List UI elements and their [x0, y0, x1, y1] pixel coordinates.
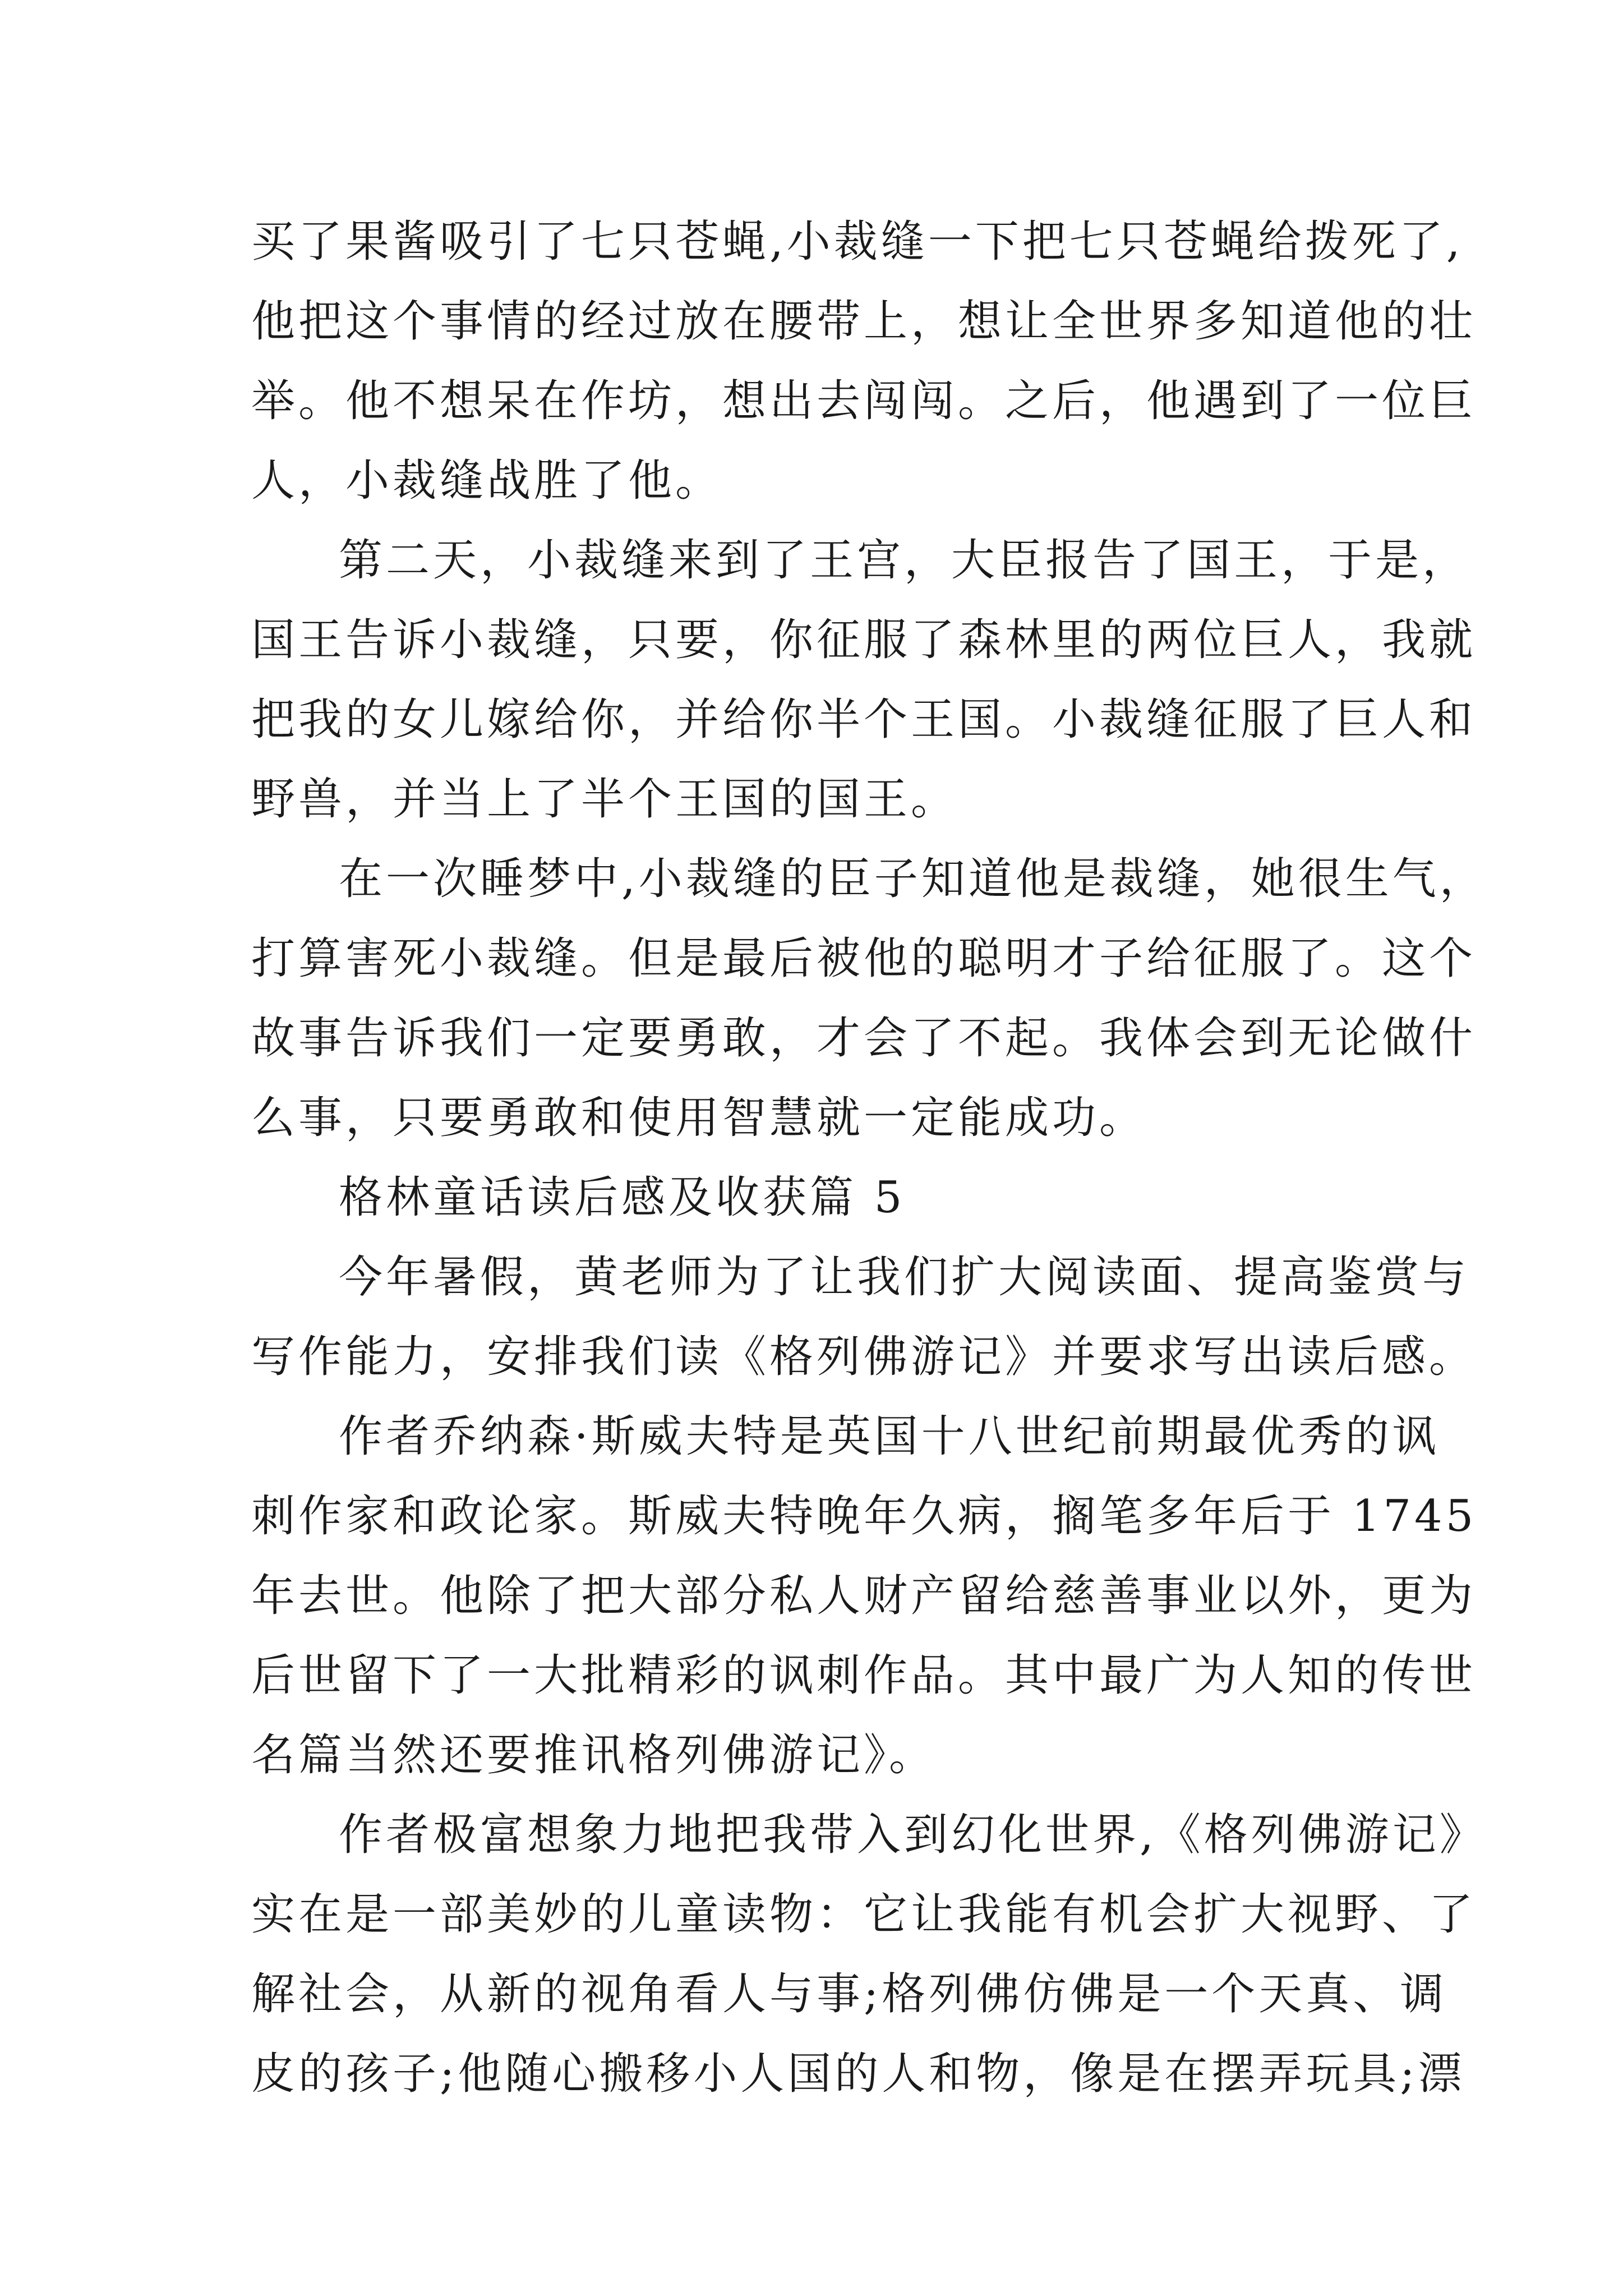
text-line: 他把这个事情的经过放在腰带上，想让全世界多知道他的壮 — [251, 296, 1477, 347]
body-text — [251, 202, 1487, 2114]
text-line: 写作能力，安排我们读《格列佛游记》并要求写出读后感。 — [251, 1332, 1477, 1382]
text-line: 皮的孩子;他随心搬移小人国的人和物，像是在摆弄玩具;漂 — [251, 2049, 1465, 2099]
text-line: 名篇当然还要推讯格列佛游记》。 — [251, 1730, 937, 1780]
text-line: 在一次睡梦中,小裁缝的臣子知道他是裁缝，她很生气， — [339, 854, 1487, 904]
text-line: 今年暑假，黄老师为了让我们扩大阅读面、提高鉴赏与 — [339, 1252, 1470, 1303]
text-line: 国王告诉小裁缝，只要，你征服了森林里的两位巨人，我就 — [251, 615, 1477, 665]
text-line: 把我的女儿嫁给你，并给你半个王国。小裁缝征服了巨人和 — [251, 694, 1477, 745]
text-line: 么事，只要勇敢和使用智慧就一定能成功。 — [251, 1093, 1147, 1143]
text-line: 解社会，从新的视角看人与事;格列佛仿佛是一个天真、调 — [251, 1969, 1447, 2019]
text-line: 举。他不想呆在作坊，想出去闯闯。之后，他遇到了一位巨 — [251, 376, 1477, 426]
text-line: 野兽，并当上了半个王国的国王。 — [251, 774, 958, 825]
text-line: 刺作家和政论家。斯威夫特晚年久病，搁笔多年后于 1745 — [251, 1491, 1477, 1542]
text-line: 实在是一部美妙的儿童读物：它让我能有机会扩大视野、了 — [251, 1889, 1477, 1940]
text-line: 作者极富想象力地把我带入到幻化世界,《格列佛游记》 — [339, 1810, 1487, 1860]
text-line: 故事告诉我们一定要勇敢，才会了不起。我体会到无论做什 — [251, 1013, 1477, 1064]
text-line: 打算害死小裁缝。但是最后被他的聪明才子给征服了。这个 — [251, 933, 1477, 984]
text-line: 格林童话读后感及收获篇 5 — [339, 1172, 906, 1223]
text-line: 后世留下了一大批精彩的讽刺作品。其中最广为人知的传世 — [251, 1650, 1477, 1701]
text-line: 年去世。他除了把大部分私人财产留给慈善事业以外，更为 — [251, 1571, 1477, 1621]
text-line: 买了果酱吸引了七只苍蝇,小裁缝一下把七只苍蝇给拨死了, — [251, 217, 1464, 267]
text-line: 人，小裁缝战胜了他。 — [251, 455, 723, 506]
text-line: 作者乔纳森·斯威夫特是英国十八世纪前期最优秀的讽 — [339, 1411, 1440, 1462]
text-line: 第二天，小裁缝来到了王宫，大臣报告了国王，于是， — [339, 535, 1470, 586]
